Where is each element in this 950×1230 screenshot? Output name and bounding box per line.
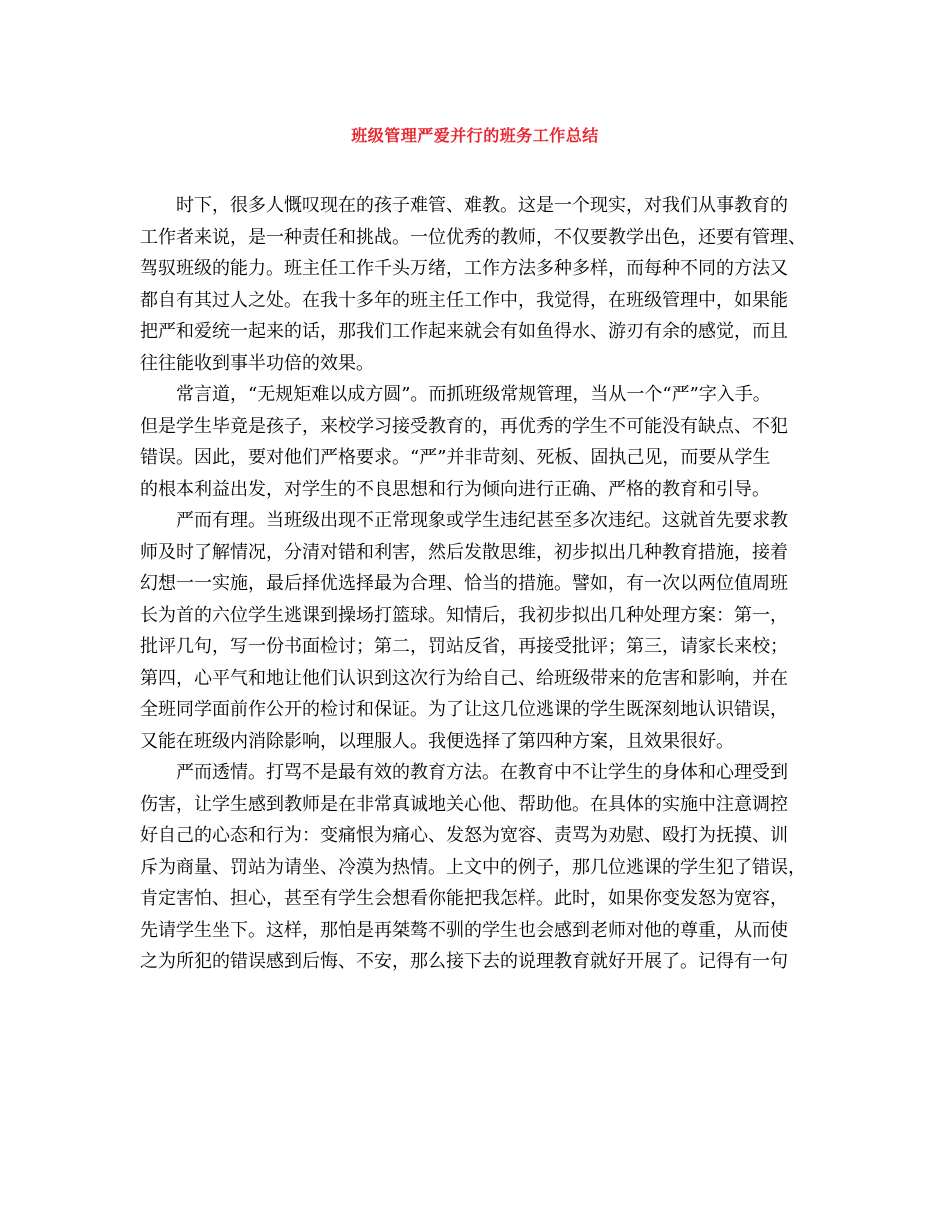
paragraph-line: 斥为商量、罚站为请坐、冷漠为热情。上文中的例子，那几位逃课的学生犯了错误， bbox=[140, 856, 806, 878]
paragraph-line: 批评几句，写一份书面检讨；第二，罚站反省，再接受批评；第三，请家长来校； bbox=[140, 636, 788, 657]
paragraph-line: 之为所犯的错误感到后悔、不安，那么接下去的说理教育就好开展了。记得有一句 bbox=[140, 951, 788, 972]
paragraph-line: 幻想一一实施，最后择优选择最为合理、恰当的措施。譬如，有一次以两位值周班 bbox=[140, 573, 788, 594]
paragraph-line: 但是学生毕竟是孩子，来校学习接受教育的，再优秀的学生不可能没有缺点、不犯 bbox=[140, 415, 788, 437]
paragraph-line: 第四，心平气和地让他们认识到这次行为给自己、给班级带来的危害和影响，并在 bbox=[140, 667, 788, 689]
paragraph-line: 把严和爱统一起来的话，那我们工作起来就会有如鱼得水、游刃有余的感觉，而且 bbox=[140, 321, 788, 342]
paragraph-line: 伤害，让学生感到教师是在非常真诚地关心他、帮助他。在具体的实施中注意调控 bbox=[140, 793, 788, 815]
paragraph-first-line: 严而有理。当班级出现不正常现象或学生违纪甚至多次违纪。这就首先要求教 bbox=[176, 510, 788, 531]
paragraph-line: 长为首的六位学生逃课到操场打篮球。知情后，我初步拟出几种处理方案：第一， bbox=[140, 604, 788, 626]
paragraph-line: 肯定害怕、担心，甚至有学生会想看你能把我怎样。此时，如果你变发怒为宽容， bbox=[140, 888, 788, 909]
paragraph-line: 错误。因此，要对他们严格要求。“严”并非苛刻、死板、固执己见，而要从学生 bbox=[140, 447, 771, 468]
paragraph-first-line: 常言道，“无规矩难以成方圆”。而抓班级常规管理，当从一个“严”字入手。 bbox=[176, 384, 771, 405]
paragraph-first-line: 严而透情。打骂不是最有效的教育方法。在教育中不让学生的身体和心理受到 bbox=[176, 762, 788, 783]
paragraph-line: 的根本利益出发，对学生的不良思想和行为倾向进行正确、严格的教育和引导。 bbox=[140, 478, 770, 500]
paragraph-line: 全班同学面前作公开的检讨和保证。为了让这几位逃课的学生既深刻地认识错误， bbox=[140, 699, 788, 720]
paragraph-first-line: 时下，很多人慨叹现在的孩子难管、难教。这是一个现实，对我们从事教育的 bbox=[176, 195, 788, 216]
paragraph-line: 先请学生坐下。这样，那怕是再桀骜不驯的学生也会感到老师对他的尊重，从而使 bbox=[140, 919, 788, 941]
document-body bbox=[140, 190, 820, 978]
document-title: 班级管理严爱并行的班务工作总结 bbox=[351, 126, 599, 145]
paragraph-line: 工作者来说，是一种责任和挑战。一位优秀的教师，不仅要教学出色，还要有管理、 bbox=[140, 226, 806, 248]
paragraph-line: 驾驭班级的能力。班主任工作千头万绪，工作方法多种多样，而每种不同的方法又 bbox=[140, 258, 788, 279]
paragraph-line: 好自己的心态和行为：变痛恨为痛心、发怒为宽容、责骂为劝慰、殴打为抚摸、训 bbox=[140, 825, 788, 846]
paragraph-line: 师及时了解情况，分清对错和利害，然后发散思维，初步拟出几种教育措施，接着 bbox=[140, 541, 788, 563]
paragraph-line: 又能在班级内消除影响，以理服人。我便选择了第四种方案，且效果很好。 bbox=[140, 730, 734, 752]
paragraph-line: 都自有其过人之处。在我十多年的班主任工作中，我觉得，在班级管理中，如果能 bbox=[140, 289, 788, 311]
paragraph-line: 往往能收到事半功倍的效果。 bbox=[140, 352, 374, 374]
